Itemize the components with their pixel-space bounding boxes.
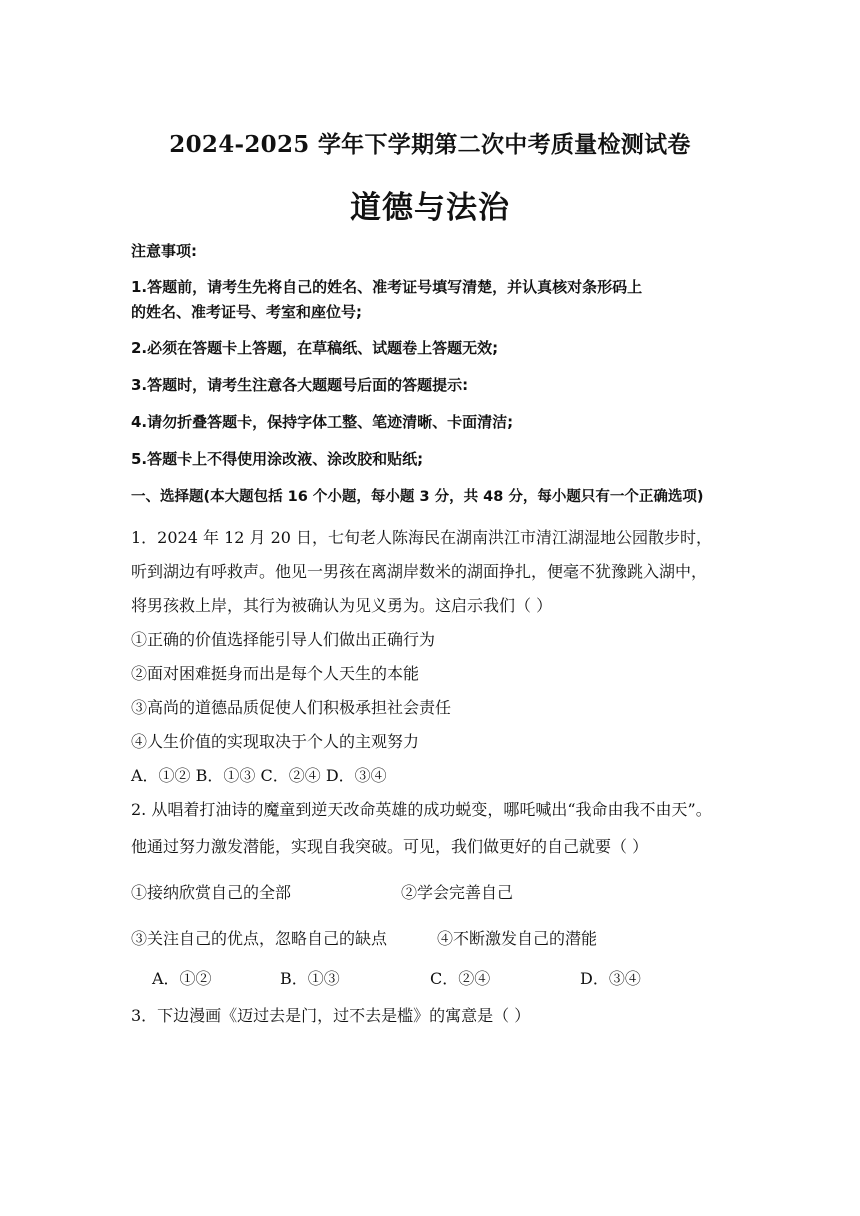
q1-line-3: 将男孩救上岸，其行为被确认为见义勇为。这启示我们（ ） — [131, 596, 553, 615]
q2-line-2: 他通过努力激发潜能，实现自我突破。可见，我们做更好的自己就要（ ） — [131, 837, 649, 856]
q2-statement-3: ③关注自己的优点，忽略自己的缺点 — [131, 929, 388, 948]
q1-options: A．①② B．①③ C．②④ D．③④ — [131, 766, 387, 785]
subject-title: 道德与法治 — [350, 190, 510, 226]
q3-line-1: 3．下边漫画《迈过去是门，过不去是槛》的寓意是（ ） — [131, 1006, 531, 1025]
q1-line-2: 听到湖边有呼救声。他见一男孩在离湖岸数米的湖面挣扎，便毫不犹豫跳入湖中， — [131, 562, 708, 581]
q2-option-c: C．②④ — [430, 969, 491, 988]
q1-line-1: 1．2024 年 12 月 20 日，七旬老人陈海民在湖南洪江市清江湖湿地公园散步时， — [131, 528, 713, 547]
q2-statement-4: ④不断激发自己的潜能 — [437, 929, 598, 948]
q2-line-1: 2. 从唱着打油诗的魔童到逆天改命英雄的成功蜕变，哪吒喊出“我命由我不由天”。 — [131, 800, 712, 819]
notice-item-4: 4.请勿折叠答题卡，保持字体工整、笔迹清晰、卡面清洁; — [131, 413, 514, 431]
notice-item-3: 3.答题时，请考生注意各大题题号后面的答题提示: — [131, 376, 469, 394]
q2-statement-1: ①接纳欣赏自己的全部 — [131, 883, 292, 902]
q2-option-a: A．①② — [152, 969, 212, 988]
q2-option-d: D．③④ — [580, 969, 641, 988]
exam-title: 2024-2025 学年下学期第二次中考质量检测试卷 — [169, 131, 691, 158]
q1-statement-1: ①正确的价值选择能引导人们做出正确行为 — [131, 630, 436, 649]
q1-statement-4: ④人生价值的实现取决于个人的主观努力 — [131, 732, 420, 751]
section-heading: 一、选择题(本大题包括 16 个小题，每小题 3 分，共 48 分，每小题只有一个正确选项) — [131, 489, 704, 505]
notice-item-1: 1.答题前，请考生先将自己的姓名、准考证号填写清楚，并认真核对条形码上 — [131, 278, 643, 296]
notice-item-5: 5.答题卡上不得使用涂改液、涂改胶和贴纸; — [131, 450, 424, 468]
q2-option-b: B．①③ — [280, 969, 340, 988]
q1-statement-2: ②面对困难挺身而出是每个人天生的本能 — [131, 664, 420, 683]
q1-statement-3: ③高尚的道德品质促使人们积极承担社会责任 — [131, 698, 452, 717]
notice-item-1-cont: 的姓名、准考证号、考室和座位号; — [131, 303, 363, 321]
notice-heading: 注意事项: — [131, 242, 197, 260]
q2-statement-2: ②学会完善自己 — [401, 883, 514, 902]
notice-item-2: 2.必须在答题卡上答题，在草稿纸、试题卷上答题无效; — [131, 339, 499, 357]
